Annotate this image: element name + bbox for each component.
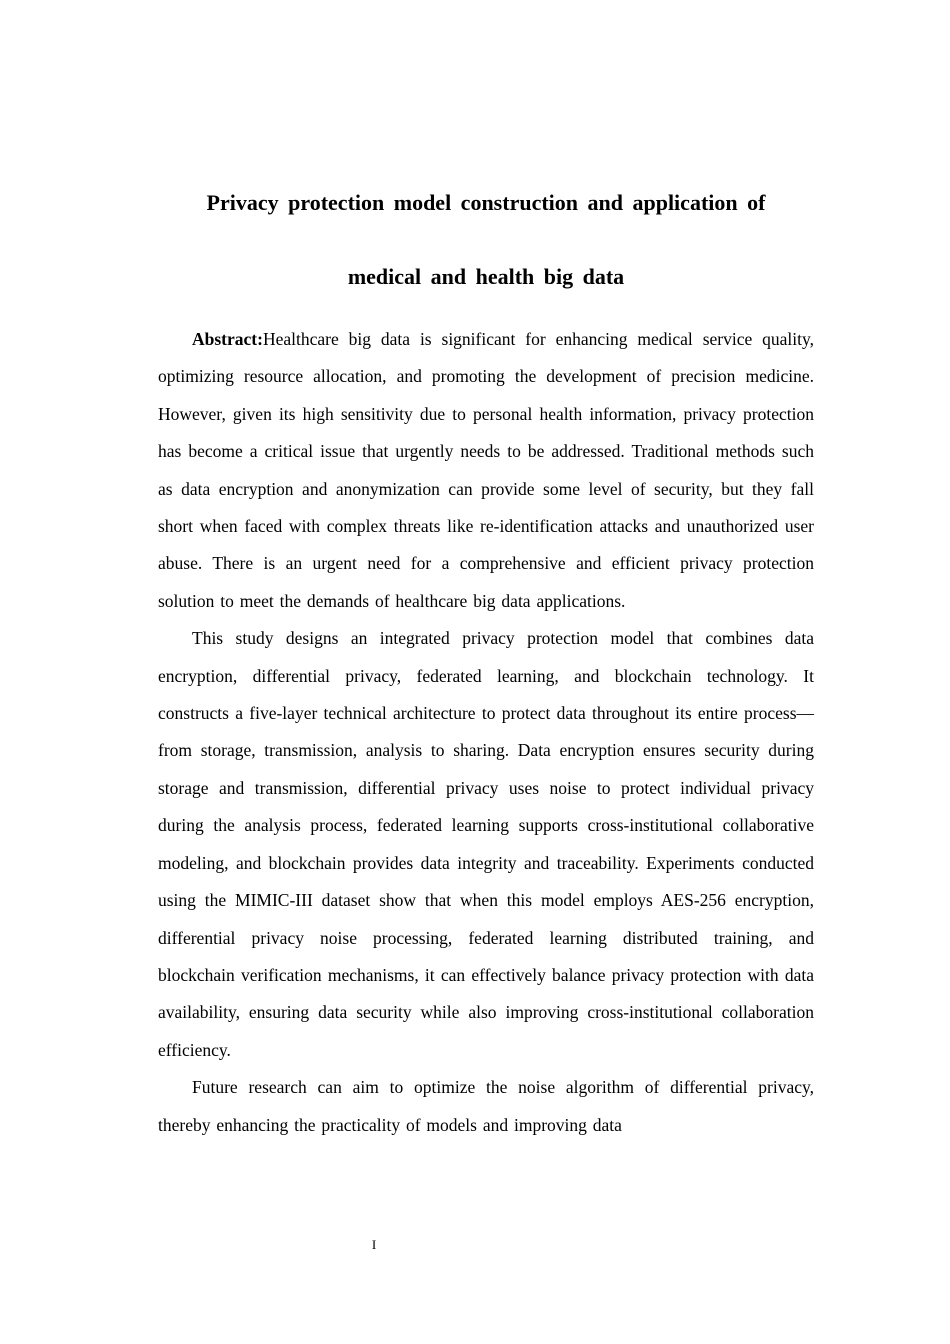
abstract-section bbox=[158, 321, 814, 1144]
abstract-paragraph-1-text: Healthcare big data is significant for enhancing medical service quality, optimizing resource allocation, and promoting the development of precision medicine. However, given its high sensitivity due to personal health information, privacy protection has become a critical issue that urgently needs to be addressed. Traditional methods such as data encryption and anonymization can provide some level of security, but they fall short when faced with complex threats like re-identification attacks and unauthorized user abuse. There is an urgent need for a comprehensive and efficient privacy protection solution to meet the demands of healthcare big data applications. bbox=[158, 329, 814, 611]
page-number: I bbox=[371, 1237, 377, 1252]
abstract-paragraph-3: Future research can aim to optimize the noise algorithm of differential privacy, thereby enhancing the practicality of models and improving data bbox=[158, 1077, 814, 1135]
title-line-2: medical and health big data bbox=[347, 264, 625, 289]
abstract-paragraph-2: This study designs an integrated privacy protection model that combines data encryption, differential privacy, federated learning, and blockchain technology. It constructs a five-layer technical architecture to protect data throughout its entire process—from storage, transmission, analysis to sharing. Data encryption ensures security during storage and transmission, differential privacy uses noise to protect individual privacy during the analysis process, federated learning supports cross-institutional collaborative modeling, and blockchain provides data integrity and traceability. Experiments conducted using the MIMIC-III dataset show that when this model employs AES-256 encryption, differential privacy noise processing, federated learning distributed training, and blockchain verification mechanisms, it can effectively balance privacy protection with data availability, ensuring data security while also improving cross-institutional collaboration efficiency. bbox=[158, 628, 814, 1060]
abstract-paragraph-1 bbox=[158, 321, 814, 620]
abstract-label: Abstract: bbox=[192, 329, 263, 349]
paper-title bbox=[158, 166, 814, 314]
title-line-1: Privacy protection model construction and application of bbox=[206, 190, 766, 215]
